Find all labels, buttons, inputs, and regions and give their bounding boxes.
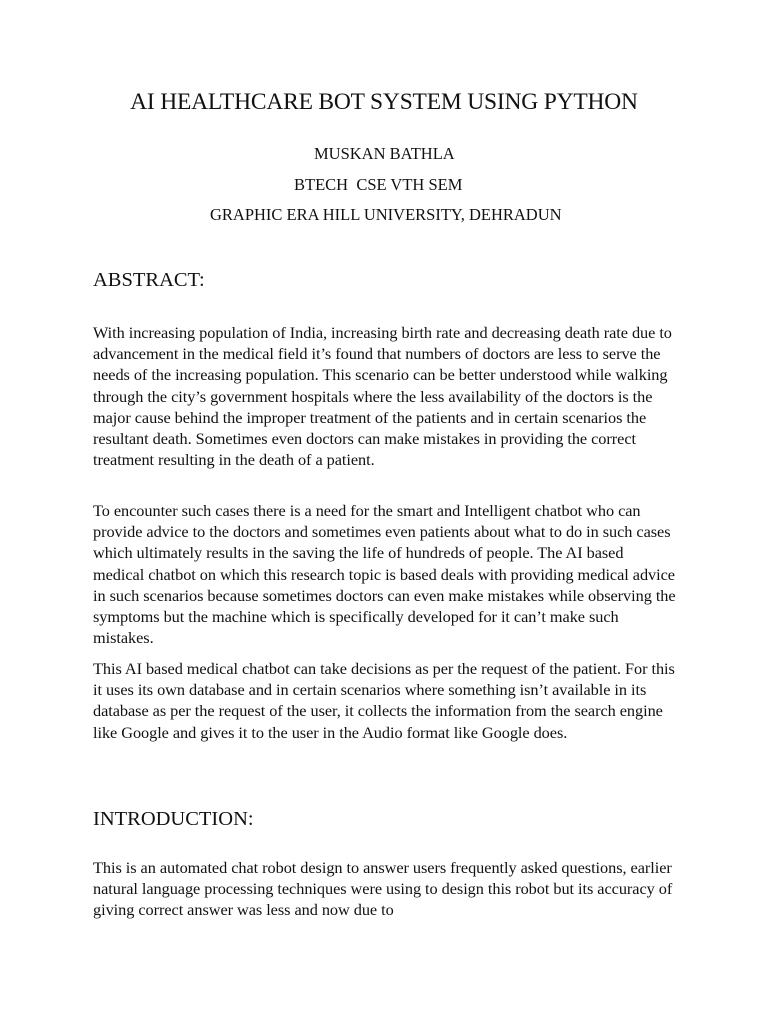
author-name: MUSKAN BATHLA — [314, 144, 455, 163]
abstract-paragraph-3: This AI based medical chatbot can take decisions as per the request of the patient. For this it uses its own database and in certain scenarios where something isn’t available in its database as per the request of the user, it collects the information from the search engine like Google and gives it to the user in the Audio format like Google does. — [93, 659, 675, 742]
abstract-heading: ABSTRACT: — [93, 269, 205, 291]
introduction-paragraph-1: This is an automated chat robot design to answer users frequently asked questions, earlier natural language processing techniques were using to design this robot but its accuracy of giving correct answer was less and now due to — [93, 858, 673, 920]
author-university: GRAPHIC ERA HILL UNIVERSITY, DEHRADUN — [210, 205, 562, 224]
introduction-heading: INTRODUCTION: — [93, 808, 254, 830]
paper-title: AI HEALTHCARE BOT SYSTEM USING PYTHON — [130, 89, 638, 115]
author-course: BTECH CSE VTH SEM — [294, 175, 463, 194]
abstract-paragraph-2: To encounter such cases there is a need for the smart and Intelligent chatbot who can provide advice to the doctors and sometimes even patients about what to do in such cases which ultimately results in the saving the life of hundreds of people. The AI based medical chatbot on which this research topic is based deals with providing medical advice in such scenarios because sometimes doctors can even make mistakes while observing the symptoms but the machine which is specifically developed for it can’t make such mistakes. — [93, 501, 676, 648]
abstract-paragraph-1: With increasing population of India, increasing birth rate and decreasing death rate due to advancement in the medical field it’s found that numbers of doctors are less to serve the needs of the increasing population. This scenario can be better understood while walking through the city’s government hospitals where the less availability of the doctors is the major cause behind the improper treatment of the patients and in certain scenarios the resultant death. Sometimes even doctors can make mistakes in providing the correct treatment resulting in the death of a patient. — [93, 323, 672, 470]
